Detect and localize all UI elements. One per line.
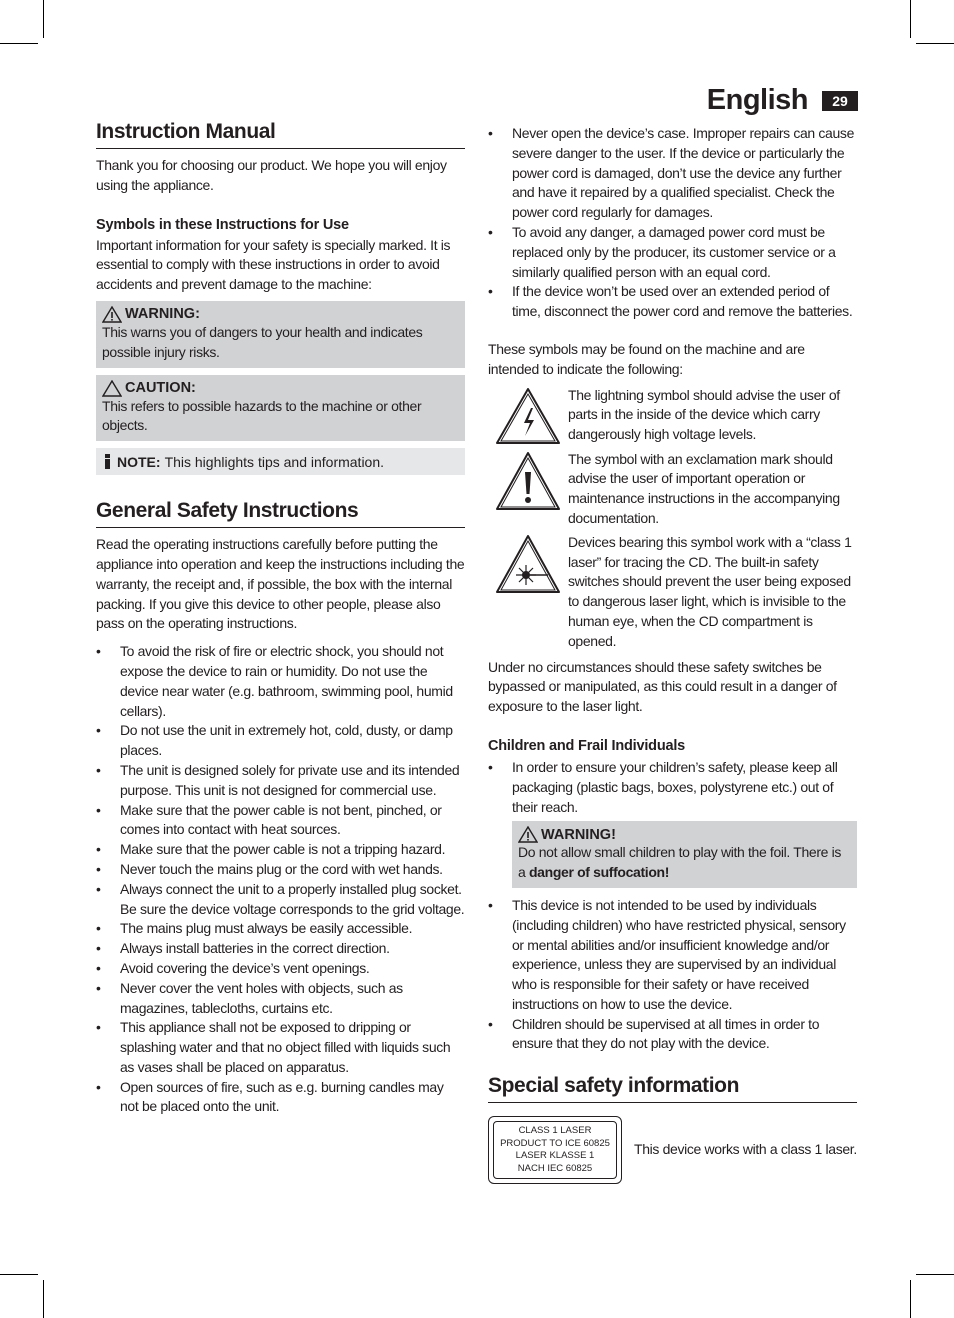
symbols-heading: Symbols in these Instructions for Use [96, 216, 349, 233]
laser-label-line: NACH IEC 60825 [517, 1162, 593, 1174]
list-item: • Children should be supervised at all times in order to ensure that they do not play with the device. [488, 1015, 820, 1052]
symbol-row-lightning [488, 386, 857, 446]
symbol-row-laser [488, 533, 857, 652]
crop-mark [916, 43, 954, 44]
intro-text: Thank you for choosing our product. We hope you will enjoy using the appliance. [96, 157, 447, 193]
list-item: • The unit is designed solely for private use and its intended purpose. This unit is not designed for commercial use. [96, 761, 460, 798]
list-item: • If the device won’t be used over an extended period of time, disconnect the power cord and remove the batteries. [488, 283, 853, 320]
symbol-text-exclamation: The symbol with an exclamation mark should advise the user of important operation or maintenance instructions in the accompanying documentation. [568, 450, 840, 526]
circumvent-text: Under no circumstances should these safety switches be bypassed or manipulated, as this could result in a danger of exposure to the laser light. [488, 658, 837, 715]
note-text: This highlights tips and information. [164, 453, 385, 470]
children-list-continued [488, 896, 857, 1054]
laser-warning-icon [494, 533, 562, 595]
list-item: • This device is not intended to be used by individuals (including children) who have restricted physical, sensory or mental abilities and/or insufficient knowledge and/or experience, unless they are supervised by an individual who is responsible for their safety or have received instructions on how to use the device. [488, 896, 846, 1012]
laser-label-row [488, 1116, 857, 1184]
list-item: • Open sources of fire, such as e.g. burning candles may not be placed onto the unit. [96, 1078, 444, 1115]
list-item: • Avoid covering the device’s vent openings. [96, 959, 370, 976]
children-list [488, 758, 857, 817]
warning-box [96, 301, 465, 368]
list-item: • To avoid any danger, a damaged power cord must be replaced only by the producer, its customer service or a similarly qualified person with an equal cord. [488, 223, 836, 280]
symbol-text-laser: Devices bearing this symbol work with a “class 1 laser” for tracing the CD. The built-in safety switches should prevent the user being exposed to dangerous laser light, which is invisible to the human eye, when the CD compartment is opened. [568, 533, 852, 649]
list-item: • Make sure that the power cable is not bent, pinched, or comes into contact with heat sources. [96, 801, 442, 838]
warning-triangle-icon [102, 306, 122, 323]
warning-label [102, 306, 459, 323]
section-title-special-safety: Special safety information [488, 1074, 857, 1103]
left-column [96, 120, 465, 1117]
language-title: English [706, 84, 808, 116]
page-number: 29 [822, 91, 858, 111]
list-item: • Always connect the unit to a properly installed plug socket. Be sure the device voltage corresponds to the grid voltage. [96, 880, 465, 917]
caution-text: This refers to possible hazards to the machine or other objects. [102, 397, 422, 434]
caution-triangle-icon [102, 380, 122, 397]
symbols-text: Important information for your safety is specially marked. It is essential to comply with these instructions in order to avoid accidents and prevent damage to the machine: [96, 236, 451, 293]
crop-mark [43, 1280, 44, 1318]
children-heading: Children and Frail Individuals [488, 737, 686, 754]
list-item: • Never touch the mains plug or the cord with wet hands. [96, 860, 443, 877]
list-item: • To avoid the risk of fire or electric shock, you should not expose the device to rain or humidity. Do not use the device near water (e.g. bathroom, swimming pool, humid cellars). [96, 643, 453, 719]
list-item: • Always install batteries in the correct direction. [96, 940, 390, 957]
info-icon [102, 453, 114, 470]
symbol-text-lightning: The lightning symbol should advise the user of parts in the inside of the device which carry dangerously high voltage levels. [568, 386, 840, 443]
suffocation-warning: danger of suffocation! [528, 864, 670, 881]
symbols-intro: These symbols may be found on the machine and are intended to indicate the following: [488, 340, 805, 377]
crop-mark [43, 0, 44, 38]
list-item: • This appliance shall not be exposed to dripping or splashing water and that no object filled with liquids such as vases shall be placed on apparatus. [96, 1019, 451, 1075]
crop-mark [910, 0, 911, 38]
list-item: • Never open the device’s case. Improper repairs can cause severe danger to the user. If the device or particularly the power cord is damaged, don’t use the device any further and have it repaired by a qualified specialist. Check the power cord regularly for damages. [488, 125, 855, 221]
laser-info-text: This device works with a class 1 laser. [634, 1141, 857, 1158]
lightning-warning-icon [494, 386, 562, 446]
general-safety-intro: Read the operating instructions carefully before putting the appliance into operation and keep the instructions including the warranty, the receipt and, if possible, the box with the internal packing. If you give this device to other people, please also pass on the operating instructions. [96, 536, 465, 632]
symbol-row-exclamation [488, 450, 857, 529]
children-warning-text: Do not allow small children to play with the foil. There is a danger of suffocation! [518, 844, 842, 881]
section-title-general-safety: General Safety Instructions [96, 499, 465, 528]
list-item: • The mains plug must always be easily accessible. [96, 920, 413, 937]
crop-mark [916, 1274, 954, 1275]
list-item: • Make sure that the power cable is not a tripping hazard. [96, 841, 446, 858]
children-warning-label [518, 826, 851, 843]
children-warning-label-text: WARNING! [541, 826, 616, 843]
list-item: • Do not use the unit in extremely hot, cold, dusty, or damp places. [96, 722, 453, 759]
crop-mark [0, 43, 38, 44]
caution-box [96, 375, 465, 442]
note-label: NOTE: [117, 453, 161, 470]
exclamation-warning-icon [494, 450, 562, 512]
laser-label-line: CLASS 1 LASER [518, 1125, 592, 1137]
children-warning-box [512, 821, 857, 888]
laser-label-line: PRODUCT TO ICE 60825 [500, 1137, 610, 1149]
section-title-instruction-manual: Instruction Manual [96, 120, 465, 149]
warning-label-text: WARNING: [125, 306, 200, 323]
crop-mark [0, 1274, 38, 1275]
general-safety-list [96, 642, 465, 1117]
list-item: • In order to ensure your children’s safety, please keep all packaging (plastic bags, boxes, polystyrene etc.) out of their reach. [488, 758, 838, 815]
crop-mark [910, 1280, 911, 1318]
caution-label-text: CAUTION: [125, 380, 196, 397]
list-item: • Never cover the vent holes with objects, such as magazines, tablecloths, curtains etc. [96, 979, 403, 1016]
note-box [96, 448, 465, 475]
general-safety-list-continued [488, 124, 857, 322]
caution-label [102, 380, 459, 397]
warning-triangle-icon [518, 826, 538, 843]
laser-class-label [488, 1116, 622, 1184]
warning-text: This warns you of dangers to your health and indicates possible injury risks. [102, 323, 423, 360]
laser-label-line: LASER KLASSE 1 [515, 1150, 595, 1162]
page-header [707, 84, 858, 117]
right-column [488, 124, 857, 1184]
